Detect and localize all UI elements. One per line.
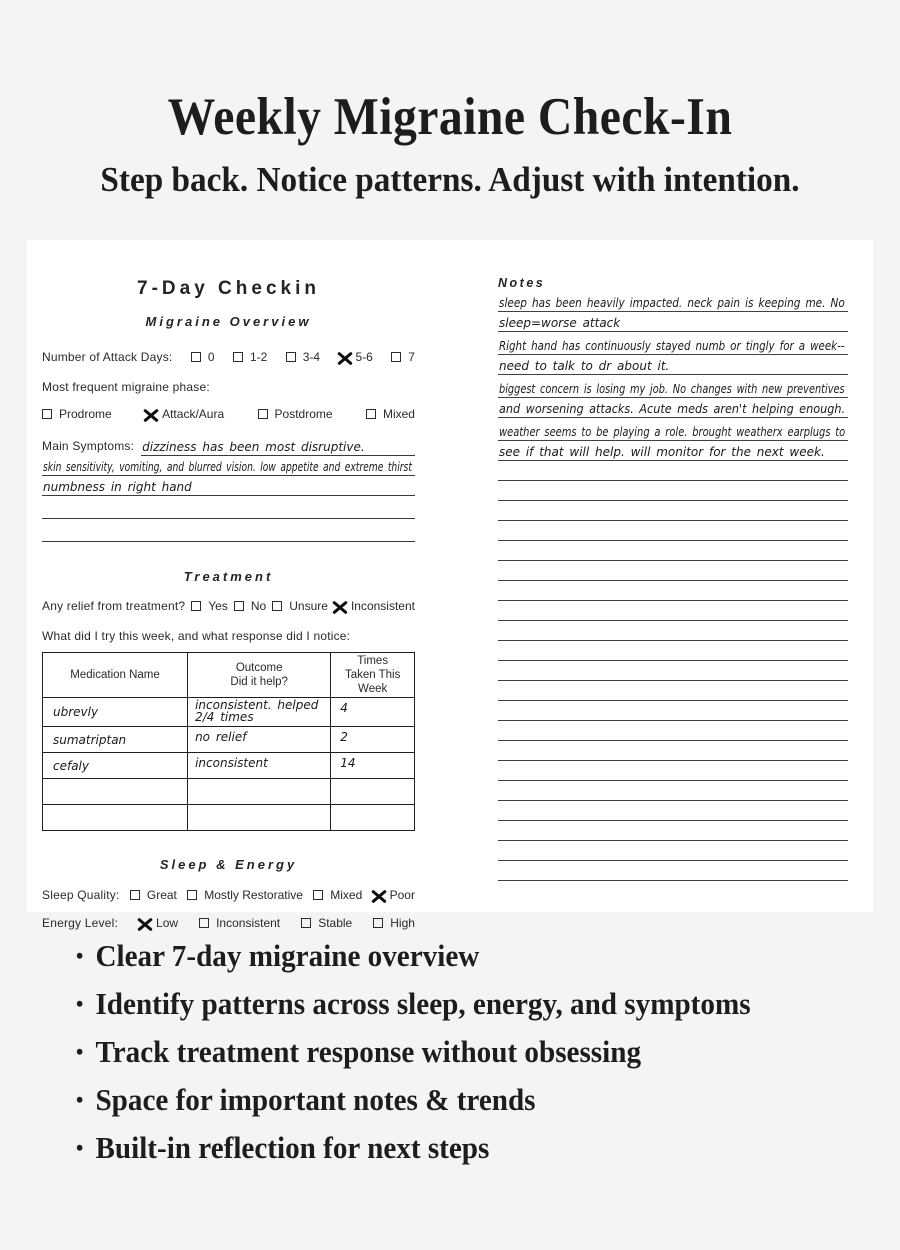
handwritten-text: dizziness has been most disruptive. [142,440,365,454]
medication-table [42,652,415,831]
checkbox-phase-prodrome[interactable]: Prodrome [42,407,112,421]
header-outcome: Outcome Did it help? [188,653,331,698]
note-line-empty[interactable] [498,601,848,621]
symptoms-line-empty[interactable] [42,519,415,542]
benefits-list [76,932,828,1172]
checkbox-icon [391,352,401,362]
bullet-icon: • [76,991,84,1016]
outcome-cell[interactable]: inconsistent. helped 2/4 times [188,698,331,727]
table-header-row [43,653,415,698]
x-mark-icon [145,409,155,419]
note-line-empty[interactable] [498,761,848,781]
handwritten-text: need to talk to dr about it. [499,359,670,373]
times-cell[interactable]: 2 [331,727,415,753]
checkbox-icon [187,890,197,900]
energy-level-row [42,916,415,930]
times-cell[interactable] [331,805,415,831]
table-row [43,779,415,805]
checkbox-icon [286,352,296,362]
x-mark-icon [339,352,349,362]
table-row [43,727,415,753]
outcome-cell[interactable] [188,779,331,805]
sleep-quality-row [42,888,415,902]
handwritten-text: sleep=worse attack [499,316,621,330]
x-mark-icon [373,890,383,900]
section-heading-sleep-energy: Sleep & Energy [159,857,298,872]
checkbox-energy-stable[interactable]: Stable [301,916,352,930]
benefit-item: • Space for important notes & trends [76,1082,536,1117]
note-line[interactable] [498,378,848,398]
note-line-empty[interactable] [498,581,848,601]
checkbox-attack-days-7[interactable]: 7 [391,350,415,364]
checkbox-icon [42,409,52,419]
note-line[interactable] [498,355,848,375]
checkbox-relief-inconsistent[interactable]: Inconsistent [334,599,415,613]
symptoms-line[interactable] [42,434,415,456]
note-line[interactable] [498,441,848,461]
handwritten-text: weather seems to be playing a role. brought weatherx earplugs to [499,425,846,439]
checkbox-phase-mixed[interactable]: Mixed [366,407,415,421]
worksheet-left-column [42,240,415,930]
note-line-empty[interactable] [498,721,848,741]
note-line-empty[interactable] [498,461,848,481]
note-line-empty[interactable] [498,541,848,561]
benefit-item: • Clear 7-day migraine overview [76,938,480,973]
checkbox-icon [301,918,311,928]
relief-label: Any relief from treatment? [42,599,186,613]
medication-cell[interactable]: ubrevly [43,698,188,727]
checkbox-icon [234,601,244,611]
note-line[interactable] [498,398,848,418]
x-mark-icon [334,601,344,611]
checkbox-icon [366,409,376,419]
table-row [43,698,415,727]
note-line-empty[interactable] [498,481,848,501]
benefit-item: • Built-in reflection for next steps [76,1130,490,1165]
symptoms-line[interactable] [42,476,415,496]
bullet-icon: • [76,943,84,968]
times-cell[interactable] [331,779,415,805]
hero-header [0,0,900,200]
times-cell[interactable]: 4 [331,698,415,727]
note-line-empty[interactable] [498,861,848,881]
checkbox-energy-high[interactable]: High [373,916,415,930]
note-line[interactable] [498,335,848,355]
checkbox-icon [313,890,323,900]
section-heading-treatment: Treatment [183,569,274,584]
checkbox-attack-days-0[interactable]: 0 [191,350,215,364]
checkbox-icon [373,918,383,928]
times-cell[interactable]: 14 [331,753,415,779]
checkbox-icon [130,890,140,900]
note-line-empty[interactable] [498,521,848,541]
symptoms-line-empty[interactable] [42,496,415,519]
notes-heading: Notes [498,276,546,290]
worksheet-panel [27,240,873,930]
checkbox-icon [191,601,201,611]
benefit-item: • Track treatment response without obsessing [76,1034,642,1069]
checkbox-attack-days-3-4[interactable]: 3-4 [286,350,320,364]
outcome-cell[interactable]: no relief [188,727,331,753]
try-label: What did I try this week, and what response did I notice: [42,629,351,643]
phase-row [42,407,415,421]
phase-label: Most frequent migraine phase: [42,380,210,394]
notes-column [498,240,848,881]
note-line-empty[interactable] [498,701,848,721]
notes-lines [498,292,848,881]
checkbox-attack-days-5-6[interactable]: 5-6 [339,350,373,364]
note-line-empty[interactable] [498,641,848,661]
attack-days-row [42,350,415,364]
note-line-empty[interactable] [498,741,848,761]
note-line-empty[interactable] [498,781,848,801]
outcome-cell[interactable]: inconsistent [188,753,331,779]
handwritten-text: biggest concern is losing my job. No changes with new preventives [499,382,845,396]
benefit-item: • Identify patterns across sleep, energy, and symptoms [76,986,751,1021]
checkbox-icon [191,352,201,362]
worksheet-title: 7-Day Checkin [137,278,320,299]
bullet-icon: • [76,1087,84,1112]
note-line[interactable] [498,312,848,332]
checkbox-icon [258,409,268,419]
page-title: Weekly Migraine Check-In [167,88,733,146]
header-times: Times Taken This Week [331,653,415,698]
checkbox-energy-low[interactable]: Low [139,916,178,930]
checkbox-relief-unsure[interactable]: Unsure [272,599,328,613]
medication-cell[interactable] [43,805,188,831]
medication-cell[interactable]: sumatriptan [43,727,188,753]
symptoms-label: Main Symptoms: [42,439,135,453]
note-line-empty[interactable] [498,661,848,681]
note-line-empty[interactable] [498,841,848,861]
bullet-icon: • [76,1135,84,1160]
relief-row [42,599,415,613]
checkbox-energy-inconsistent[interactable]: Inconsistent [199,916,280,930]
checkbox-sleep-mostly-restorative[interactable]: Mostly Restorative [187,888,303,902]
handwritten-text: skin sensitivity, vomiting, and blurred vision. low appetite and extreme thirst [43,460,412,474]
note-line-empty[interactable] [498,621,848,641]
page-subtitle: Step back. Notice patterns. Adjust with intention. [100,160,800,200]
sleep-quality-label: Sleep Quality: [42,888,120,902]
checkbox-relief-no[interactable]: No [234,599,266,613]
checkbox-relief-yes[interactable]: Yes [191,599,228,613]
medication-cell[interactable]: cefaly [43,753,188,779]
checkbox-attack-days-1-2[interactable]: 1-2 [233,350,267,364]
checkbox-icon [272,601,282,611]
section-heading-overview: Migraine Overview [145,314,312,329]
note-line-empty[interactable] [498,681,848,701]
bullet-icon: • [76,1039,84,1064]
table-row [43,753,415,779]
medication-cell[interactable] [43,779,188,805]
note-line-empty[interactable] [498,801,848,821]
note-line[interactable] [498,292,848,312]
note-line-empty[interactable] [498,501,848,521]
table-row [43,805,415,831]
main-symptoms-block [42,434,415,542]
energy-level-label: Energy Level: [42,916,118,930]
checkbox-phase-attack-aura[interactable]: Attack/Aura [145,407,224,421]
attack-days-label: Number of Attack Days: [42,350,173,364]
checkbox-phase-postdrome[interactable]: Postdrome [258,407,333,421]
handwritten-text: sleep has been heavily impacted. neck pain is keeping me. No [499,296,845,310]
note-line-empty[interactable] [498,821,848,841]
outcome-cell[interactable] [188,805,331,831]
note-line-empty[interactable] [498,561,848,581]
handwritten-text: numbness in right hand [43,480,192,494]
checkbox-sleep-mixed[interactable]: Mixed [313,888,362,902]
x-mark-icon [139,918,149,928]
checkbox-icon [199,918,209,928]
checkbox-icon [233,352,243,362]
symptoms-line[interactable] [42,456,415,476]
checkbox-sleep-great[interactable]: Great [130,888,177,902]
header-medication-name: Medication Name [43,653,188,698]
handwritten-text: and worsening attacks. Acute meds aren't helping enough. [499,402,846,416]
note-line[interactable] [498,421,848,441]
handwritten-text: see if that will help. will monitor for the next week. [499,445,825,459]
checkbox-sleep-poor[interactable]: Poor [373,888,415,902]
handwritten-text: Right hand has continuously stayed numb or tingly for a week-- [499,339,845,353]
